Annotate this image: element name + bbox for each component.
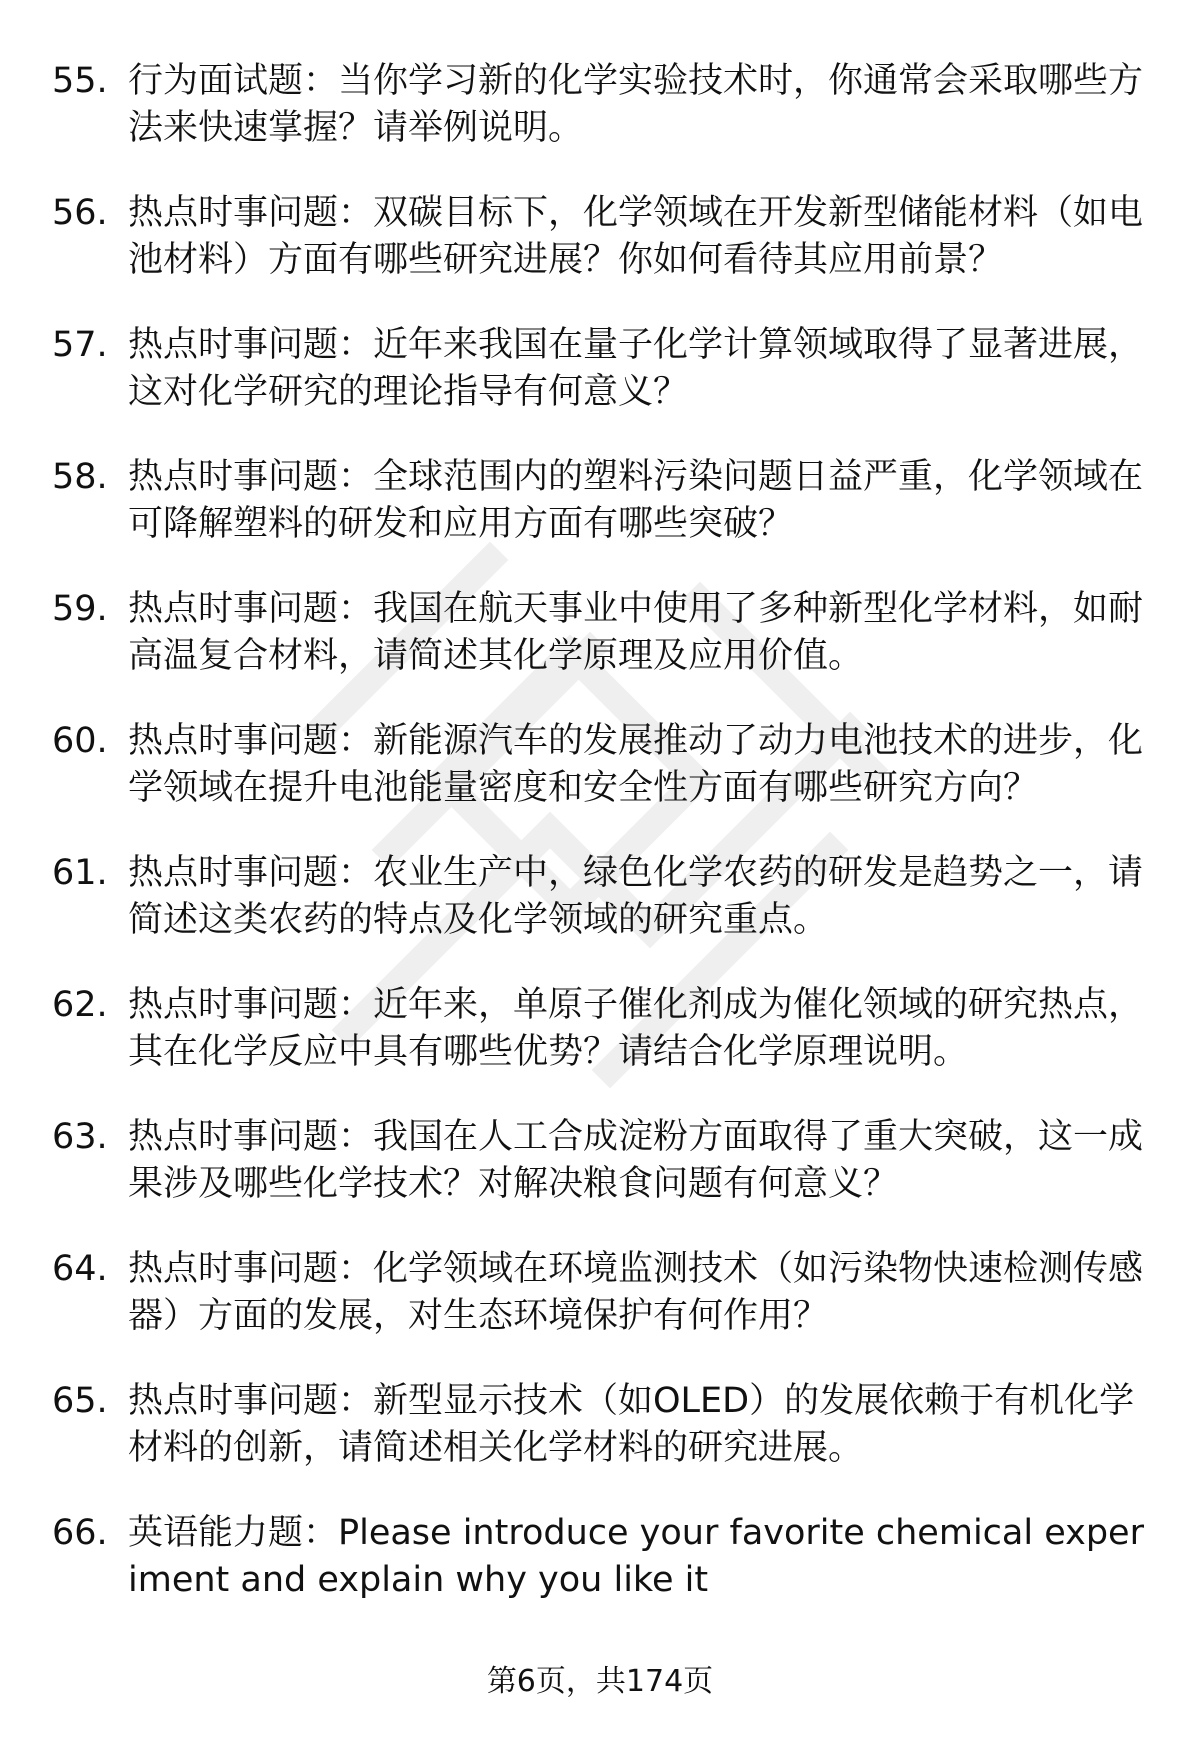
question-item [52, 1246, 1152, 1378]
question-item [52, 1114, 1152, 1246]
question-text: 热点时事问题：近年来，单原子催化剂成为催化领域的研究热点，其在化学反应中具有哪些优势？请结合化学原理说明。 [128, 985, 1144, 1072]
question-item [52, 322, 1152, 454]
question-number: 58. [52, 457, 108, 497]
question-text: 热点时事问题：全球范围内的塑料污染问题日益严重，化学领域在可降解塑料的研发和应用方面有哪些突破？ [128, 457, 1144, 544]
question-item [52, 718, 1152, 850]
question-number: 55. [52, 61, 108, 101]
question-number: 65. [52, 1381, 108, 1421]
question-item [52, 190, 1152, 322]
page-footer: 第6页，共174页 [486, 1664, 714, 1699]
question-number: 63. [52, 1117, 108, 1157]
question-number: 60. [52, 721, 108, 761]
question-text: 热点时事问题：化学领域在环境监测技术（如污染物快速检测传感器）方面的发展，对生态环境保护有何作用？ [128, 1249, 1144, 1336]
question-item [52, 982, 1152, 1114]
question-number: 57. [52, 325, 108, 365]
question-item [52, 586, 1152, 718]
question-number: 59. [52, 589, 108, 629]
question-text: 热点时事问题：近年来我国在量子化学计算领域取得了显著进展，这对化学研究的理论指导有何意义？ [128, 325, 1144, 412]
question-number: 61. [52, 853, 108, 893]
question-number: 56. [52, 193, 108, 233]
question-text: 热点时事问题：新能源汽车的发展推动了动力电池技术的进步，化学领域在提升电池能量密度和安全性方面有哪些研究方向？ [128, 721, 1144, 808]
question-item [52, 58, 1152, 190]
question-item [52, 454, 1152, 586]
question-item [52, 1378, 1152, 1510]
question-text: 热点时事问题：双碳目标下，化学领域在开发新型储能材料（如电池材料）方面有哪些研究进展？你如何看待其应用前景？ [128, 193, 1144, 280]
question-text: 热点时事问题：我国在航天事业中使用了多种新型化学材料，如耐高温复合材料，请简述其化学原理及应用价值。 [128, 589, 1144, 676]
question-item [52, 1510, 1152, 1642]
question-text: 热点时事问题：我国在人工合成淀粉方面取得了重大突破，这一成果涉及哪些化学技术？对解决粮食问题有何意义？ [128, 1117, 1144, 1204]
question-item [52, 850, 1152, 982]
question-list [52, 58, 1152, 1642]
question-text: 热点时事问题：农业生产中，绿色化学农药的研发是趋势之一，请简述这类农药的特点及化学领域的研究重点。 [128, 853, 1144, 940]
question-number: 66. [52, 1513, 108, 1553]
question-number: 64. [52, 1249, 108, 1289]
question-number: 62. [52, 985, 108, 1025]
question-text: 英语能力题：Please introduce your favorite chemical experiment and explain why you like it [128, 1513, 1144, 1600]
question-text: 热点时事问题：新型显示技术（如OLED）的发展依赖于有机化学材料的创新，请简述相关化学材料的研究进展。 [128, 1381, 1135, 1468]
question-text: 行为面试题：当你学习新的化学实验技术时，你通常会采取哪些方法来快速掌握？请举例说明。 [128, 61, 1144, 148]
